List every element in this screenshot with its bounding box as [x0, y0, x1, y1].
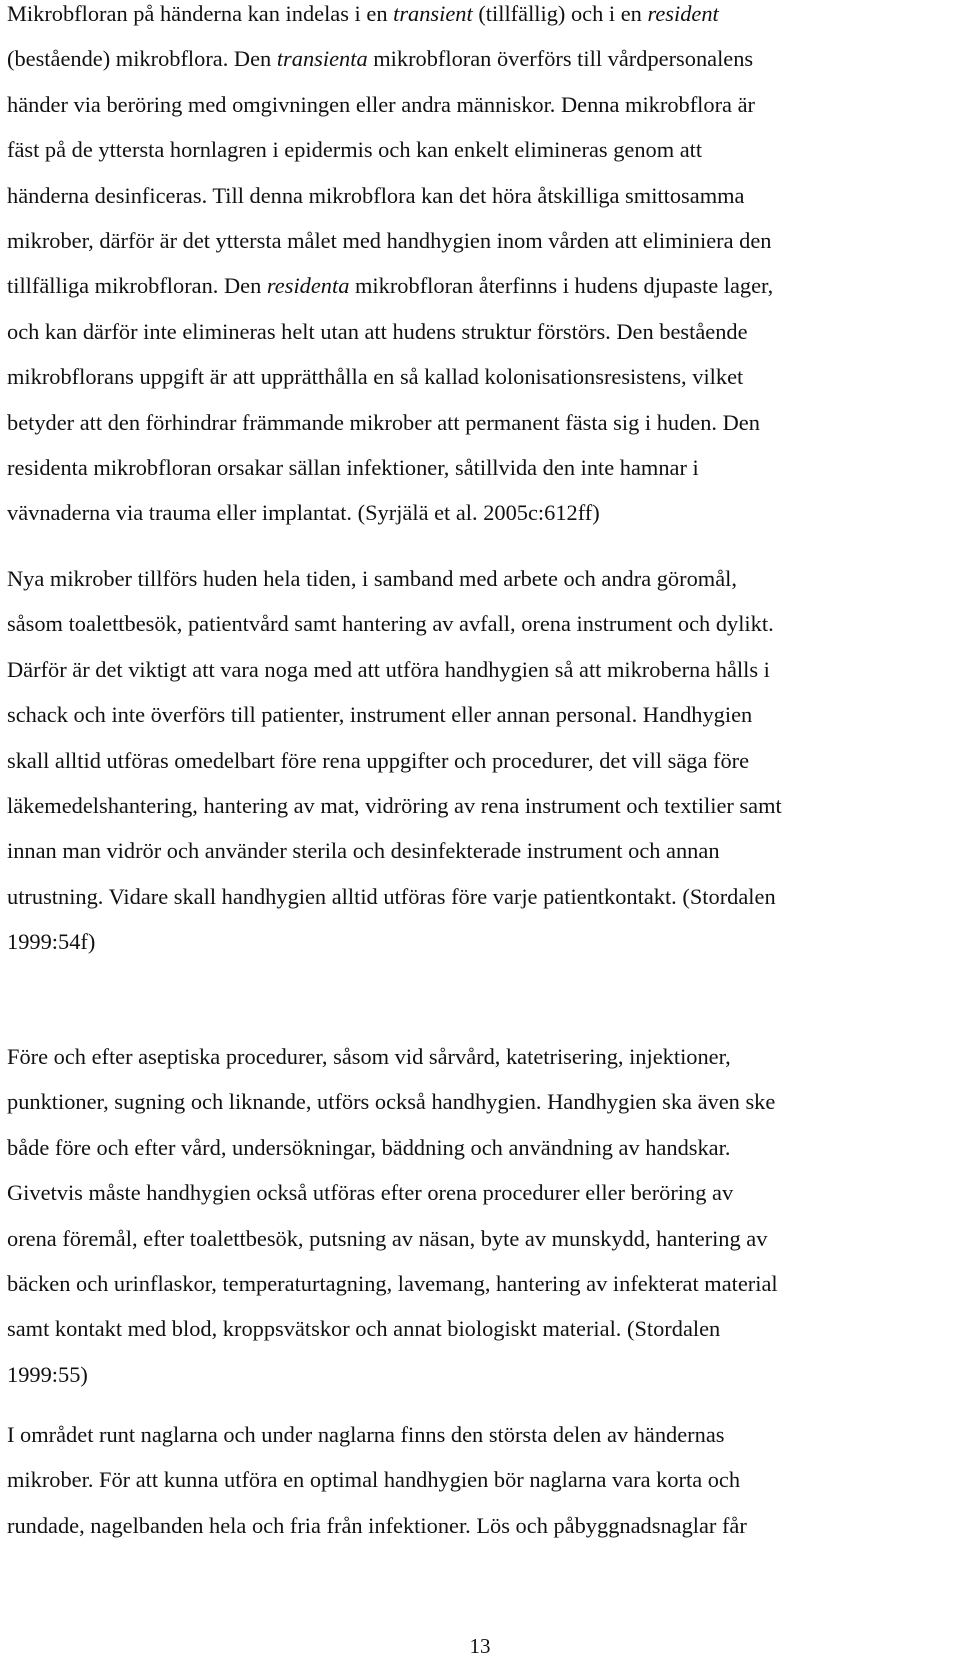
- italic-term: transienta: [276, 46, 368, 72]
- text-line: mikrobflorans uppgift är att upprätthålla en så kallad kolonisationsresistens, vilket: [7, 364, 744, 390]
- page-number: 13: [469, 1634, 491, 1658]
- text-line: samt kontakt med blod, kroppsvätskor och annat biologiskt material. (Stordalen: [7, 1316, 721, 1342]
- text-line: läkemedelshantering, hantering av mat, vidröring av rena instrument och textilier samt: [7, 793, 782, 819]
- text-line: innan man vidrör och använder sterila och desinfekterade instrument och annan: [7, 838, 720, 864]
- paragraph-new-microbes: [7, 556, 947, 965]
- text-line: 1999:54f): [7, 929, 96, 955]
- text-line: residenta mikrobfloran orsakar sällan infektioner, såtillvida den inte hamnar i: [7, 455, 699, 481]
- text-line: 1999:55): [7, 1361, 88, 1387]
- italic-term: residenta: [266, 273, 350, 299]
- paragraph-nails: [7, 1412, 947, 1548]
- text-line: utrustning. Vidare skall handhygien alltid utföras före varje patientkontakt. (Stordalen: [7, 883, 776, 909]
- text-line: fäst på de yttersta hornlagren i epidermis och kan enkelt elimineras genom att: [7, 137, 703, 163]
- text-line: schack och inte överförs till patienter, instrument eller annan personal. Handhygien: [7, 702, 753, 728]
- text-line: Mikrobfloran på händerna kan indelas i en transient (tillfällig) och i en resident: [7, 1, 719, 26]
- text-line: och kan därför inte elimineras helt utan att hudens struktur förstörs. Den bestående: [7, 318, 748, 344]
- text-line: punktioner, sugning och liknande, utförs också handhygien. Handhygien ska även ske: [7, 1089, 776, 1115]
- text-line: rundade, nagelbanden hela och fria från infektioner. Lös och påbyggnadsnaglar får: [7, 1512, 747, 1538]
- paragraph-aseptic-procedures: [7, 1034, 947, 1397]
- text-line: orena föremål, efter toalettbesök, putsning av näsan, byte av munskydd, hantering av: [7, 1225, 768, 1251]
- text-line: Nya mikrober tillförs huden hela tiden, i samband med arbete och andra göromål,: [7, 566, 737, 591]
- text-line: mikrober. För att kunna utföra en optimal handhygien bör naglarna vara korta och: [7, 1467, 741, 1493]
- text-line: Före och efter aseptiska procedurer, såsom vid sårvård, katetrisering, injektioner,: [7, 1044, 731, 1069]
- text-line: händer via beröring med omgivningen eller andra människor. Denna mikrobflora är: [7, 91, 755, 117]
- text-line: mikrober, därför är det yttersta målet med handhygien inom vården att eliminiera den: [7, 228, 772, 254]
- text-line: Därför är det viktigt att vara noga med att utföra handhygien så att mikroberna hålls i: [7, 656, 770, 682]
- italic-term: transient: [393, 1, 473, 26]
- text-line: såsom toalettbesök, patientvård samt hantering av avfall, orena instrument och dylikt.: [7, 611, 774, 637]
- text-line: I området runt naglarna och under naglarna finns den största delen av händernas: [7, 1422, 725, 1447]
- text-line: Givetvis måste handhygien också utföras efter orena procedurer eller beröring av: [7, 1180, 734, 1206]
- text-line: händerna desinficeras. Till denna mikrobflora kan det höra åtskilliga smittosamma: [7, 182, 745, 208]
- text-line: vävnaderna via trauma eller implantat. (Syrjälä et al. 2005c:612ff): [7, 500, 600, 526]
- text-line: både före och efter vård, undersökningar, bäddning och användning av handskar.: [7, 1134, 731, 1160]
- text-line: tillfälliga mikrobfloran. Den residenta mikrobfloran återfinns i hudens djupaste lager,: [7, 273, 774, 299]
- text-line: skall alltid utföras omedelbart före rena uppgifter och procedurer, det vill säga före: [7, 747, 750, 773]
- text-line: (bestående) mikrobflora. Den transienta mikrobfloran överförs till vårdpersonalens: [7, 46, 754, 72]
- italic-term: resident: [647, 1, 719, 26]
- text-line: bäcken och urinflaskor, temperaturtagning, lavemang, hantering av infekterat material: [7, 1271, 778, 1297]
- paragraph-microflora-types: [7, 0, 947, 536]
- text-line: betyder att den förhindrar främmande mikrober att permanent fästa sig i huden. Den: [7, 409, 760, 435]
